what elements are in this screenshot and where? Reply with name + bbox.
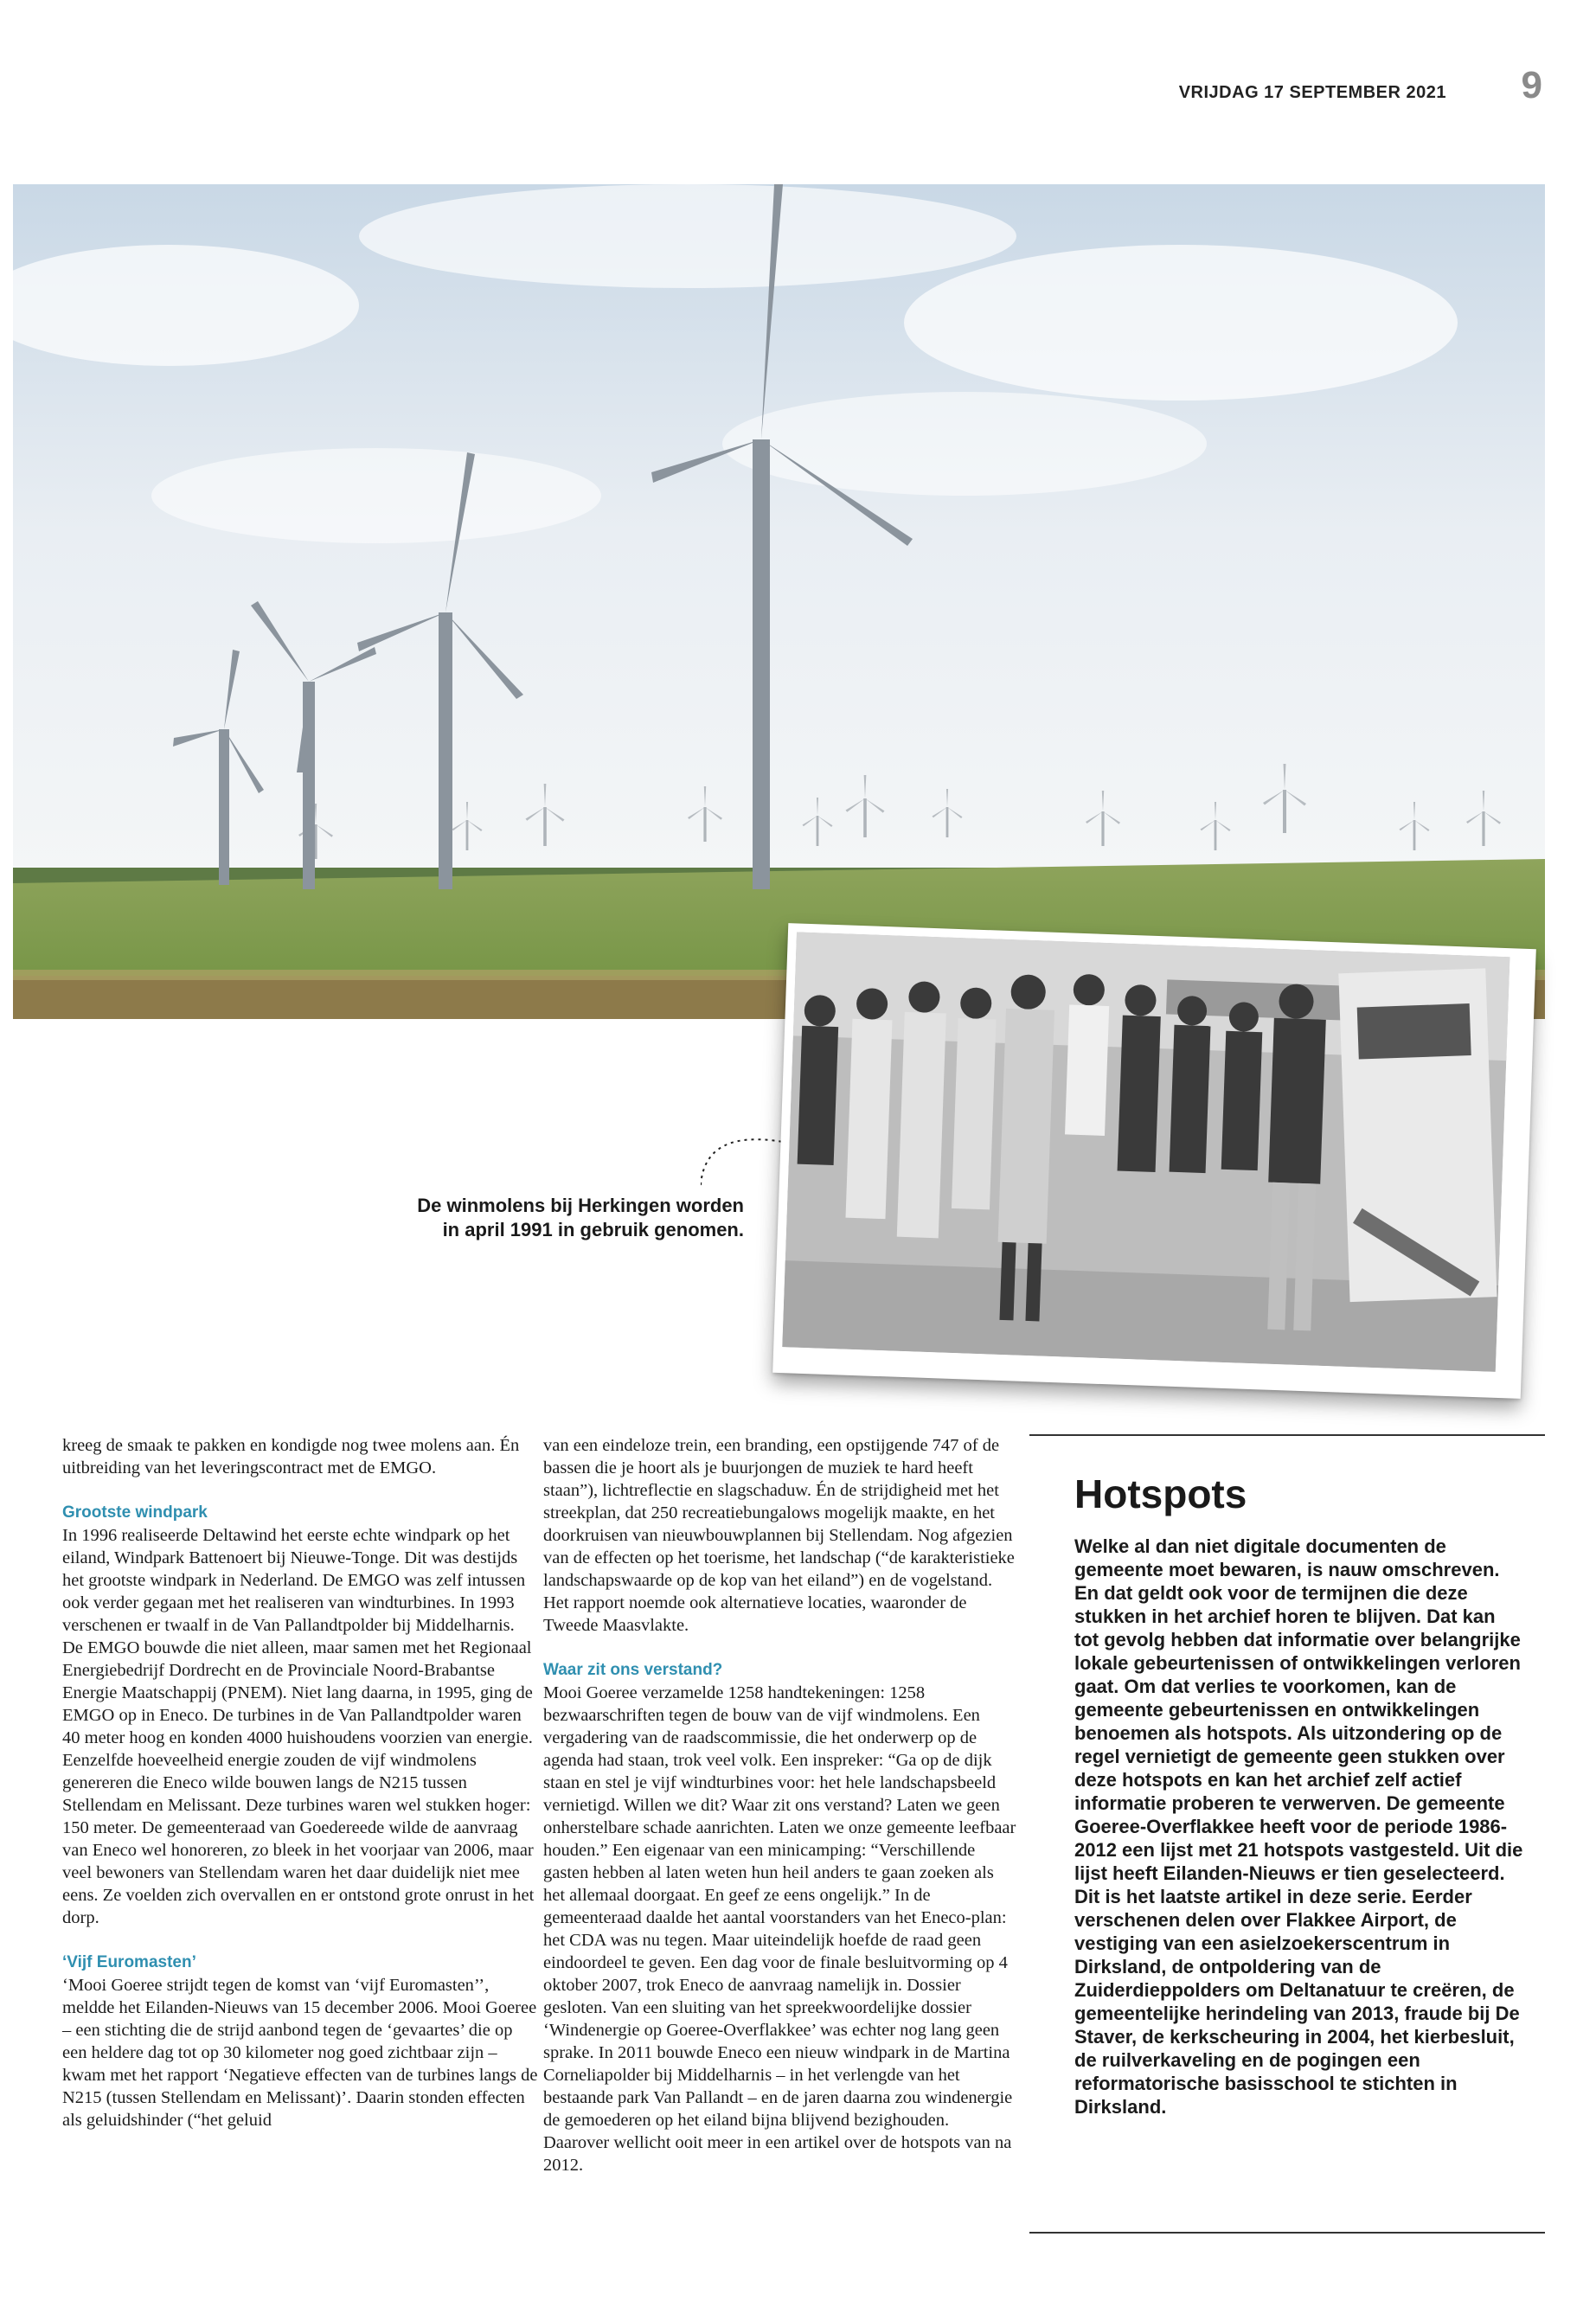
caption-line-1: De winmolens bij Herkingen worden <box>417 1195 744 1216</box>
column1-intro: kreeg de smaak te pakken en kondigde nog twee molens aan. Én uitbreiding van het leveringscontract met de EMGO. <box>62 1436 520 1477</box>
sidebar-title: Hotspots <box>1074 1471 1247 1516</box>
heading-vijf-euromasten: ‘Vijf Euromasten’ <box>62 1953 196 1971</box>
column1-section2-text: ‘Mooi Goeree strijdt tegen de komst van ‘vijf Euromasten’’, meldde het Eilanden-Nieuws van 15 december 2006. Mooi Goeree – een stichting die de strijd aanbond tegen de ‘gevaartes’ die op een heldere dag tot op 30 kilometer nog goed zichtbaar zijn – kwam met het rapport ‘Negatieve effecten van de turbines langs de N215 (tussen Stellendam en Melissant)’. Daarin stonden effecten als geluidshinder (“het geluid <box>62 1976 538 2130</box>
photo-caption <box>329 1194 744 1242</box>
article-column-2 <box>543 1434 1019 2176</box>
heading-grootste-windpark: Grootste windpark <box>62 1503 208 1522</box>
column2-section-text: Mooi Goeree verzamelde 1258 handtekeningen: 1258 bezwaarschriften tegen de bouw van de vijf windmolens. Een vergadering van de raadscommissie, die het onderwerp op de agenda had staan, trok veel volk. Een inspreker: “Ga op de dijk staan en stel je vijf windturbines voor: het hele landschapsbeeld vernietigd. Willen we dit? Waar zit ons verstand? Laten we geen onherstelbare schade aanrichten. Laten we onze gemeente leefbaar houden.” Een eigenaar van een minicamping: “Verschillende gasten hebben al laten weten hun heil anders te gaan zoeken als het allemaal doorgaat. En geef ze eens ongelijk.” In de gemeenteraad daalde het aantal voorstanders van het Eneco-plan: het CDA was nu tegen. Maar uiteindelijk hoefde de raad geen eindoordeel te geven. Een dag voor de finale besluitvorming op 4 oktober 2007, trok Eneco de aanvraag namelijk in. Dossier gesloten. Van een sluiting van het spreekwoordelijke dossier ‘Windenergie op Goeree-Overflakkee’ was echter nog lang geen sprake. In 2011 bouwde Eneco een nieuw windpark in de Martina Corneliapolder bij Middelharnis – in het verlengde van het bestaande park Van Pallandt – en de jaren daarna zou windenergie de gemoederen op het eiland bijna blijvend bezighouden. Daarover wellicht ooit meer in een artikel over de hotspots van na 2012. <box>543 1683 1016 2175</box>
publication-date: VRIJDAG 17 SEPTEMBER 2021 <box>1178 83 1446 102</box>
hotspots-sidebar <box>1029 1434 1545 2234</box>
page-number: 9 <box>1521 64 1542 106</box>
article-column-1 <box>62 1434 538 2131</box>
column2-intro: van een eindeloze trein, een branding, een opstijgende 747 of de bassen die je hoort als je buurjongen de muziek te hard heeft staan”), lichtreflectie en slagschaduw. Én de strijdigheid met het streekplan, dat 250 recreatiebungalows mogelijk maakte, en het doorkruisen van nieuwbouwplannen bij Stellendam. Nog afgezien van de effecten op het toerisme, het landschap (“de karakteristieke landschapswaarde op de kop van het eiland”) en de vogelstand. Het rapport noemde ook alternatieve locaties, waaronder de Tweede Maasvlakte. <box>543 1436 1015 1635</box>
caption-pointer-icon <box>701 1125 787 1194</box>
wind-turbines-photo <box>13 184 1545 1019</box>
historic-photo <box>772 923 1536 1399</box>
heading-waar-zit-ons-verstand: Waar zit ons verstand? <box>543 1661 723 1679</box>
sidebar-body: Welke al dan niet digitale documenten de gemeente moet bewaren, is nauw omschreven. En dat geldt ook voor de termijnen die deze stukken in het archief horen te blijven. Dat kan tot gevolg hebben dat informatie over belangrijke lokale gebeurtenissen of ontwikkelingen verloren gaat. Om dat verlies te voorkomen, kan de gemeente gebeurtenissen en ontwikkelingen benoemen als hotspots. Als uitzondering op de regel vernietigt de gemeente geen stukken over deze hotspots en kan het archief zelf actief informatie proberen te verwerven. De gemeente Goeree-Overflakkee heeft voor de periode 1986-2012 een lijst met 21 hotspots vastgesteld. Uit die lijst heeft Eilanden-Nieuws er tien geselecteerd. Dit is het laatste artikel in deze serie. Eerder verschenen delen over Flakkee Airport, de vestiging van een asielzoekerscentrum in Dirksland, de ontpoldering van de Zuiderdieppolders om Deltanatuur te creëren, de gemeentelijke herindeling van 2013, fraude bij De Staver, de kerkscheuring in 2004, het kierbesluit, de ruilverkaveling en de pogingen een reformatorische basisschool te stichten in Dirksland. <box>1074 1535 1523 2118</box>
caption-line-2: in april 1991 in gebruik genomen. <box>442 1219 744 1240</box>
column1-section1-text: In 1996 realiseerde Deltawind het eerste echte windpark op het eiland, Windpark Battenoert bij Nieuwe-Tonge. Dit was destijds het grootste windpark in Nederland. De EMGO was zelf intussen ook verder gegaan met het realiseren van windturbines. In 1993 verschenen er twaalf in de Van Pallandtpolder bij Middelharnis. De EMGO bouwde die niet alleen, maar samen met het Regionaal Energiebedrijf Dordrecht en de Provinciale Noord-Brabantse Energie Maatschappij (PNEM). Niet lang daarna, in 1995, ging de EMGO op in Eneco. De turbines in de Van Pallandtpolder waren 40 meter hoog en konden 4000 huishoudens voorzien van energie. Eenzelfde hoeveelheid energie zouden de vijf windmolens genereren die Eneco wilde bouwen langs de N215 tussen Stellendam en Melissant. Deze turbines waren wel stukken hoger: 150 meter. De gemeenteraad van Goedereede wilde de aanvraag van Eneco wel honoreren, zo bleek in het voorjaar van 2006, maar veel bewoners van Stellendam waren het daar duidelijk niet mee eens. Ze voelden zich overvallen en er ontstond grote onrust in het dorp. <box>62 1526 535 1927</box>
